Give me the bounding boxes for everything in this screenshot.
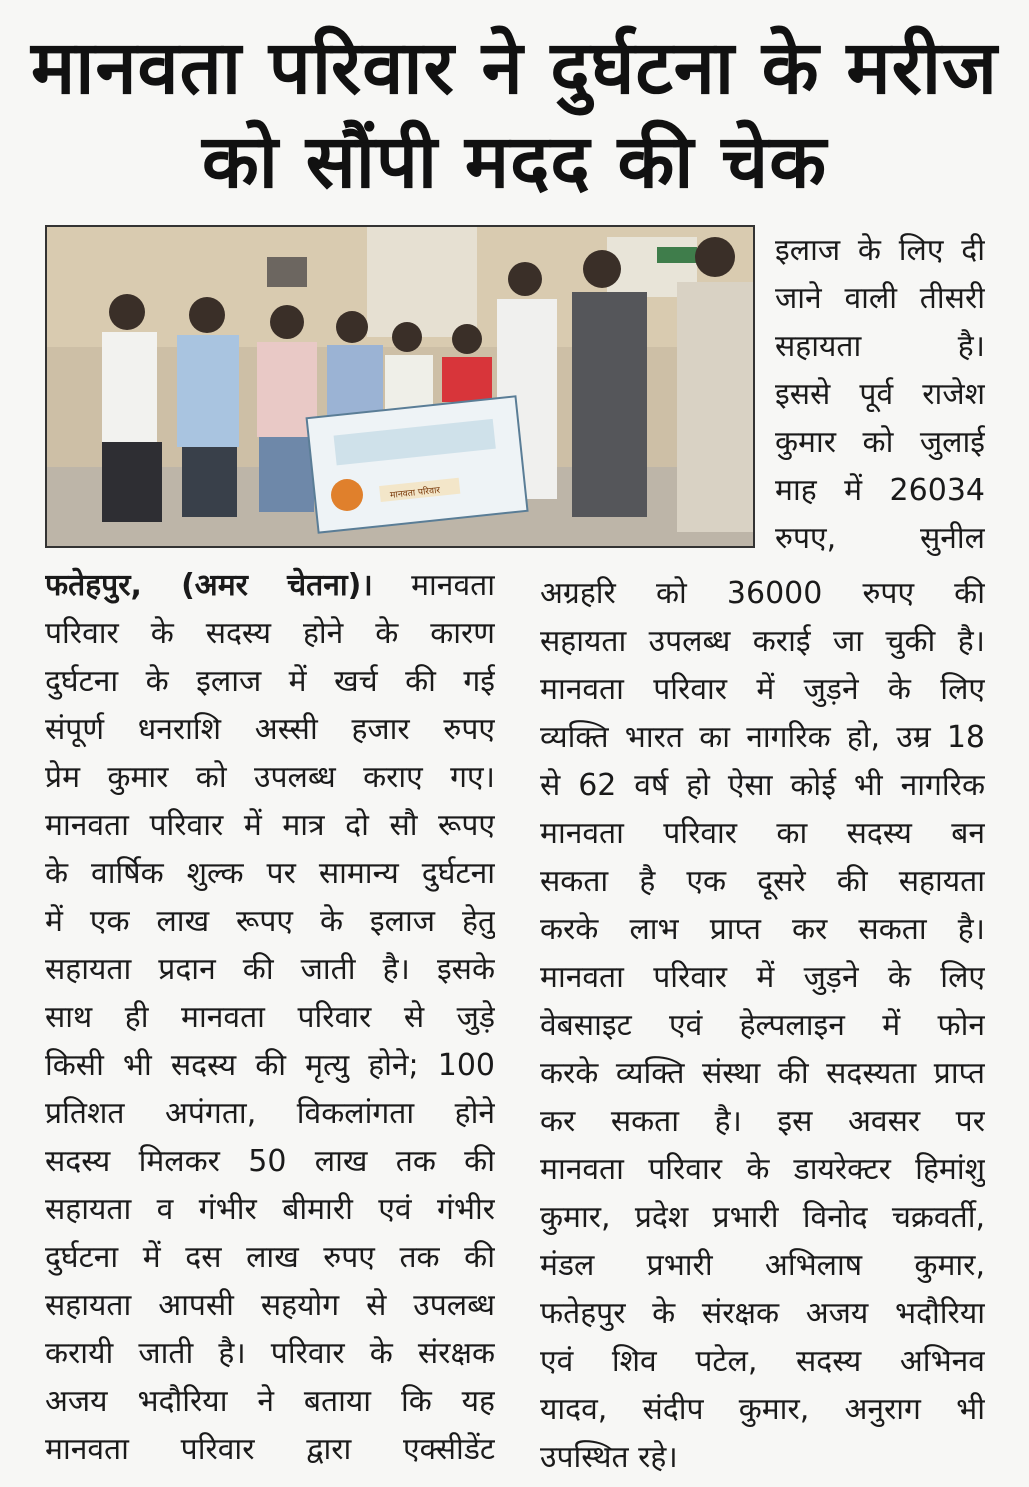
text-line: से 62 वर्ष हो ऐसा कोई भी नागरिक: [540, 768, 985, 803]
cheque-org-label: मानवता परिवार: [389, 485, 441, 501]
text-line: मानवता परिवार का सदस्य बन: [540, 816, 985, 851]
text-line: मानवता परिवार में जुड़ने के लिए: [540, 960, 985, 995]
text-line: सहायता प्रदान की जाती है। इसके: [45, 952, 495, 987]
text-fragment: मानवता: [411, 568, 495, 603]
text-line: प्रेम कुमार को उपलब्ध कराए गए।: [45, 760, 495, 795]
text-line: करके व्यक्ति संस्था की सदस्यता प्राप्त: [540, 1056, 985, 1091]
text-line: साथ ही मानवता परिवार से जुड़े: [45, 1000, 495, 1035]
text-line: जाने वाली तीसरी: [775, 281, 985, 316]
group-photo-illustration: [47, 227, 753, 546]
cheque-board: [307, 396, 528, 532]
text-line: सहायता उपलब्ध कराई जा चुकी है।: [540, 624, 985, 659]
text-line: फतेहपुर के संरक्षक अजय भदौरिया: [540, 1296, 985, 1331]
text-line: मानवता परिवार के डायरेक्टर हिमांशु: [540, 1152, 985, 1187]
text-line: करके लाभ प्राप्त कर सकता है।: [540, 912, 985, 947]
text-line: दुर्घटना के इलाज में खर्च की गई: [45, 664, 495, 699]
text-line: कुमार, प्रदेश प्रभारी विनोद चक्रवर्ती,: [540, 1200, 985, 1235]
text-line: में एक लाख रूपए के इलाज हेतु: [45, 904, 495, 939]
text-line: मानवता परिवार में मात्र दो सौ रूपए: [45, 808, 495, 843]
text-line: कुमार को जुलाई: [775, 425, 985, 460]
right-top-text: [775, 227, 985, 563]
text-line: दुर्घटना में दस लाख रुपए तक की: [45, 1240, 495, 1275]
headline-line-1: मानवता परिवार ने दुर्घटना के मरीज: [31, 25, 998, 111]
text-line: वेबसाइट एवं हेल्पलाइन में फोन: [540, 1008, 985, 1043]
text-line: मानवता परिवार में जुड़ने के लिए: [540, 672, 985, 707]
dateline: फतेहपुर, (अमर चेतना)।: [45, 568, 373, 603]
text-line: सहायता है।: [775, 329, 985, 364]
news-photo: [45, 225, 755, 548]
text-line: कर सकता है। इस अवसर पर: [540, 1104, 985, 1139]
text-line: प्रतिशत अपंगता, विकलांगता होने: [45, 1096, 495, 1131]
article-right-column: [540, 570, 985, 1482]
text-line: सहायता व गंभीर बीमारी एवं गंभीर: [45, 1192, 495, 1227]
text-line: इलाज के लिए दी: [775, 233, 985, 268]
text-line: परिवार के सदस्य होने के कारण: [45, 616, 495, 651]
text-line: व्यक्ति भारत का नागरिक हो, उम्र 18: [540, 720, 985, 755]
article-left-column: [45, 562, 495, 1474]
text-line: अग्रहरि को 36000 रुपए की: [540, 576, 985, 611]
text-line: सहायता आपसी सहयोग से उपलब्ध: [45, 1288, 495, 1323]
text-line: सदस्य मिलकर 50 लाख तक की: [45, 1144, 495, 1179]
text-line: किसी भी सदस्य की मृत्यु होने; 100: [45, 1048, 495, 1083]
text-line: करायी जाती है। परिवार के संरक्षक: [45, 1336, 495, 1371]
text-line: इससे पूर्व राजेश: [775, 377, 985, 412]
text-line: अजय भदौरिया ने बताया कि यह: [45, 1384, 495, 1419]
text-line: संपूर्ण धनराशि अस्सी हजार रुपए: [45, 712, 495, 747]
text-line: एवं शिव पटेल, सदस्य अभिनव: [540, 1344, 985, 1379]
text-line: के वार्षिक शुल्क पर सामान्य दुर्घटना: [45, 856, 495, 891]
text-line: मंडल प्रभारी अभिलाष कुमार,: [540, 1248, 985, 1283]
headline-line-2: को सौंपी मदद की चेक: [201, 119, 828, 205]
text-line: सकता है एक दूसरे की सहायता: [540, 864, 985, 899]
text-line: मानवता परिवार द्वारा एक्सीडेंट: [45, 1432, 495, 1467]
text-line: उपस्थित रहे।: [540, 1440, 678, 1475]
text-line: माह में 26034: [775, 473, 985, 508]
text-line: रुपए, सुनील: [775, 521, 985, 556]
text-line: यादव, संदीप कुमार, अनुराग भी: [540, 1392, 985, 1427]
text-line: [45, 562, 495, 610]
